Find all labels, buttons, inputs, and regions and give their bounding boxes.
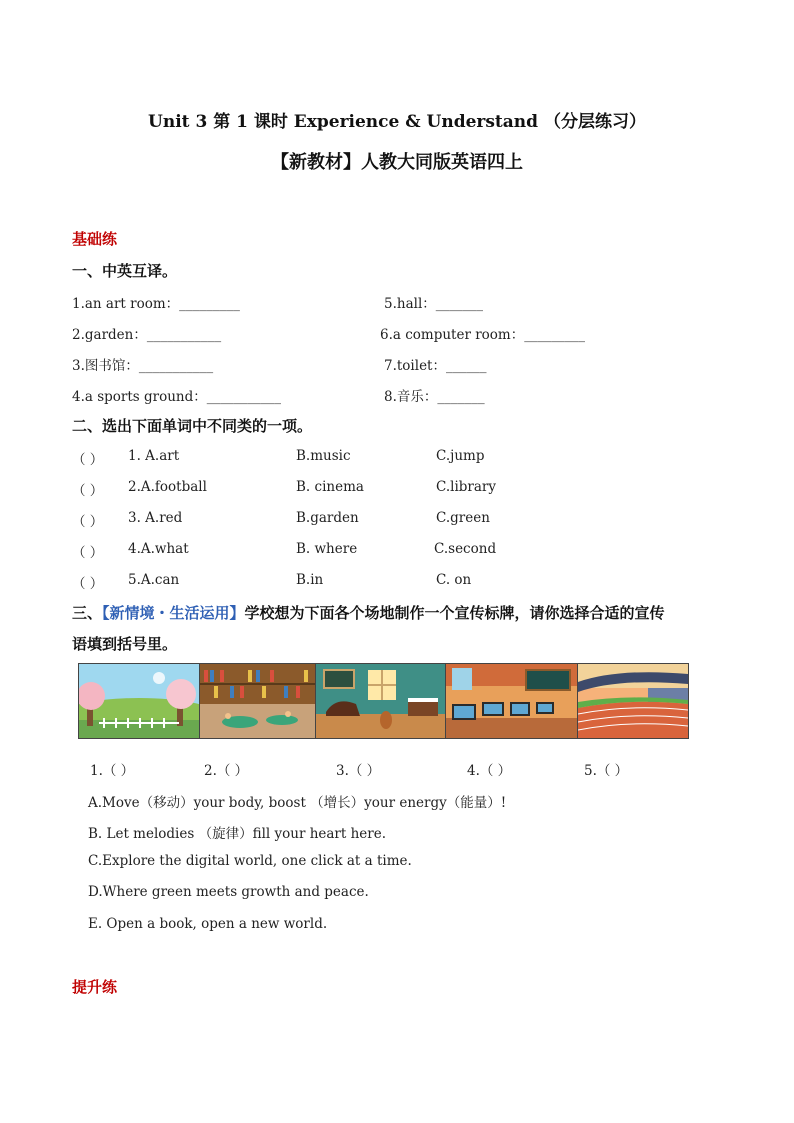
part1-heading: 一、中英互译。: [72, 262, 178, 280]
answer-bracket: （ ）: [72, 483, 104, 499]
answer-bracket: （ ）: [72, 545, 104, 561]
picture-answer-5: 5.（ ）: [584, 763, 629, 779]
translation-item-8: 8.音乐：_______: [384, 389, 485, 405]
picture-answer-1: 1.（ ）: [90, 763, 135, 779]
picture-answer-4: 4.（ ）: [467, 763, 512, 779]
option-a: 4.A.what: [128, 541, 189, 557]
option-a: 3. A.red: [128, 510, 183, 526]
computer-room-picture: [445, 663, 578, 739]
option-b: B.garden: [296, 510, 359, 526]
part3-heading-cont: 语填到括号里。: [72, 635, 178, 653]
garden-picture: [78, 663, 200, 739]
answer-bracket: （ ）: [72, 452, 104, 468]
option-c: C.jump: [436, 448, 485, 464]
answer-bracket: （ ）: [72, 514, 104, 530]
option-b: B. where: [296, 541, 358, 557]
library-picture: [199, 663, 316, 739]
translation-item-7: 7.toilet：______: [384, 358, 487, 374]
translation-item-5: 5.hall：_______: [384, 296, 484, 312]
answer-bracket: （ ）: [72, 576, 104, 592]
slogan-option-e: E. Open a book, open a new world.: [88, 916, 328, 932]
section-basic-label: 基础练: [72, 230, 118, 248]
part2-heading: 二、选出下面单词中不同类的一项。: [72, 417, 313, 435]
option-c: C.green: [436, 510, 490, 526]
page-subtitle: 【新教材】人教大同版英语四上: [271, 152, 523, 173]
option-c: C. on: [436, 572, 472, 588]
slogan-option-d: D.Where green meets growth and peace.: [88, 884, 369, 900]
option-a: 2.A.football: [128, 479, 207, 495]
translation-item-1: 1.an art room：_________: [72, 296, 240, 312]
music-room-picture: [315, 663, 446, 739]
option-c: C.library: [436, 479, 496, 495]
option-a: 1. A.art: [128, 448, 180, 464]
part3-prefix: 三、: [72, 604, 103, 622]
picture-answer-2: 2.（ ）: [204, 763, 249, 779]
picture-answer-3: 3.（ ）: [336, 763, 381, 779]
slogan-option-b: B. Let melodies （旋律）fill your heart here.: [88, 826, 387, 842]
slogan-option-c: C.Explore the digital world, one click at a time.: [88, 853, 412, 869]
section-advanced-label: 提升练: [72, 978, 118, 996]
translation-item-2: 2.garden：___________: [72, 327, 222, 343]
sports-ground-picture: [577, 663, 689, 739]
option-a: 5.A.can: [128, 572, 180, 588]
option-b: B. cinema: [296, 479, 364, 495]
option-b: B.music: [296, 448, 351, 464]
option-b: B.in: [296, 572, 324, 588]
part3-tag: 【新情境・生活运用】: [102, 604, 245, 622]
slogan-option-a: A.Move（移动）your body, boost （增长）your energy（能量）!: [88, 795, 507, 811]
translation-item-3: 3.图书馆：___________: [72, 358, 214, 374]
translation-item-6: 6.a computer room：_________: [380, 327, 585, 343]
translation-item-4: 4.a sports ground：___________: [72, 389, 282, 405]
part3-heading: [72, 602, 665, 623]
option-c: C.second: [434, 541, 497, 557]
part3-text: 学校想为下面各个场地制作一个宣传标牌，请你选择合适的宣传: [244, 604, 665, 622]
page-title: Unit 3 第 1 课时 Experience & Understand （分层练习）: [148, 112, 646, 132]
